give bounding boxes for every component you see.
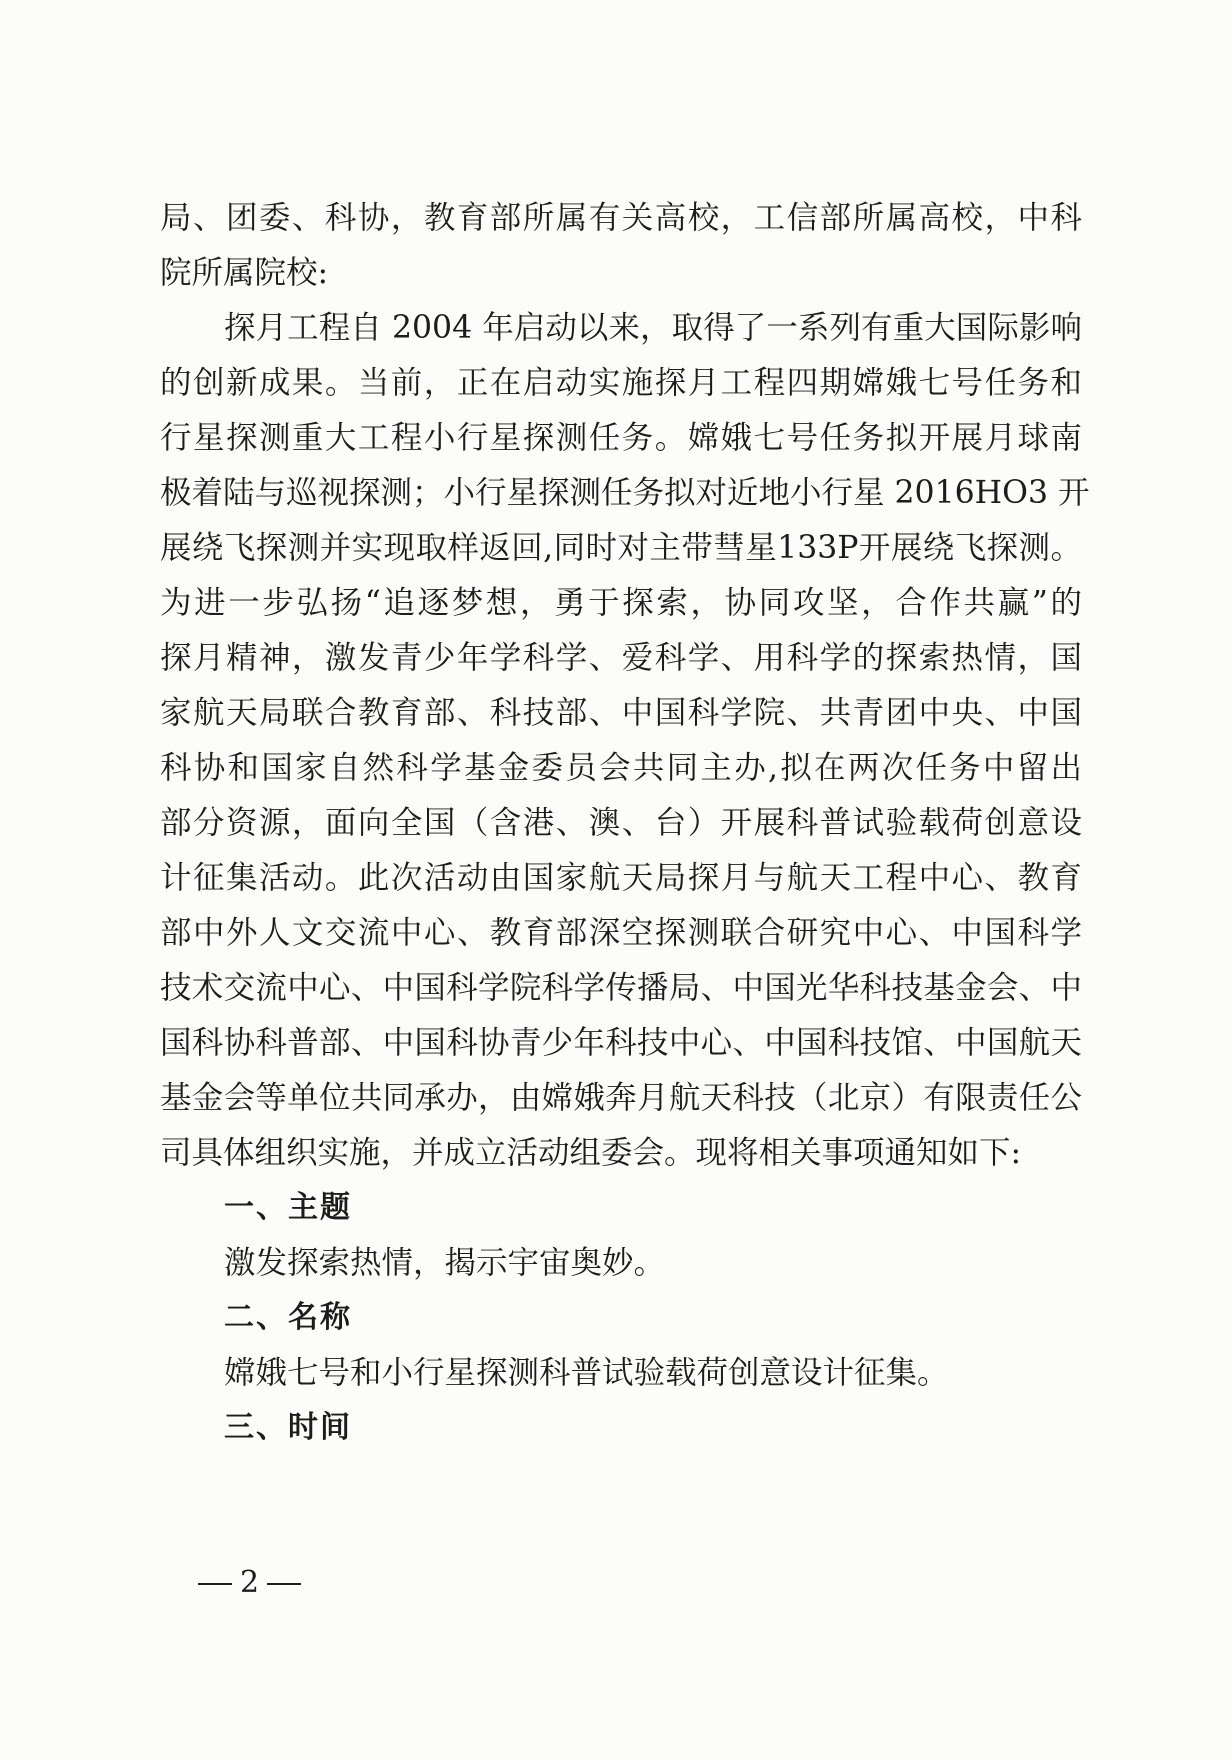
body-line-15: 基金会等单位共同承办，由嫦娥奔月航天科技（北京）有限责任公 (160, 1080, 1082, 1116)
body-line-11: 计征集活动。此次活动由国家航天局探月与航天工程中心、教育 (160, 860, 1082, 896)
page-number (190, 1563, 309, 1603)
body-line-16: 司具体组织实施，并成立活动组委会。现将相关事项通知如下: (160, 1135, 1022, 1171)
section-heading-name: 二、名称 (224, 1300, 352, 1335)
page-number-value: 2 (240, 1565, 260, 1600)
body-line-9: 科协和国家自然科学基金委员会共同主办,拟在两次任务中留出 (160, 750, 1082, 786)
body-line-14: 国科协科普部、中国科协青少年科技中心、中国科技馆、中国航天 (160, 1025, 1082, 1061)
body-line-12: 部中外人文交流中心、教育部深空探测联合研究中心、中国科学 (160, 915, 1082, 951)
body-line-2: 的创新成果。当前，正在启动实施探月工程四期嫦娥七号任务和 (160, 365, 1082, 401)
recipients-line-2: 院所属院校: (160, 255, 329, 291)
body-line-6: 为进一步弘扬“追逐梦想，勇于探索，协同攻坚，合作共赢”的 (160, 585, 1082, 621)
body-line-7: 探月精神，激发青少年学科学、爱科学、用科学的探索热情，国 (160, 640, 1082, 676)
section-heading-theme: 一、主题 (224, 1190, 352, 1225)
body-line-5: 展绕飞探测并实现取样返回,同时对主带彗星133P开展绕飞探测。 (160, 530, 1082, 566)
section-heading-time: 三、时间 (224, 1410, 352, 1445)
section-content-theme: 激发探索热情，揭示宇宙奥妙。 (224, 1245, 666, 1281)
page-number-left-dash (198, 1583, 232, 1585)
body-line-1: 探月工程自 2004 年启动以来，取得了一系列有重大国际影响 (224, 310, 1082, 346)
body-line-13: 技术交流中心、中国科学院科学传播局、中国光华科技基金会、中 (160, 970, 1082, 1006)
recipients-line-1: 局、团委、科协，教育部所属有关高校，工信部所属高校，中科 (160, 200, 1082, 236)
page-number-right-dash (267, 1583, 301, 1585)
section-content-name: 嫦娥七号和小行星探测科普试验载荷创意设计征集。 (224, 1355, 949, 1391)
body-line-8: 家航天局联合教育部、科技部、中国科学院、共青团中央、中国 (160, 695, 1082, 731)
body-line-3: 行星探测重大工程小行星探测任务。嫦娥七号任务拟开展月球南 (160, 420, 1082, 456)
body-line-10: 部分资源，面向全国（含港、澳、台）开展科普试验载荷创意设 (160, 805, 1082, 841)
body-line-4: 极着陆与巡视探测；小行星探测任务拟对近地小行星 2016HO3 开 (160, 475, 1090, 511)
